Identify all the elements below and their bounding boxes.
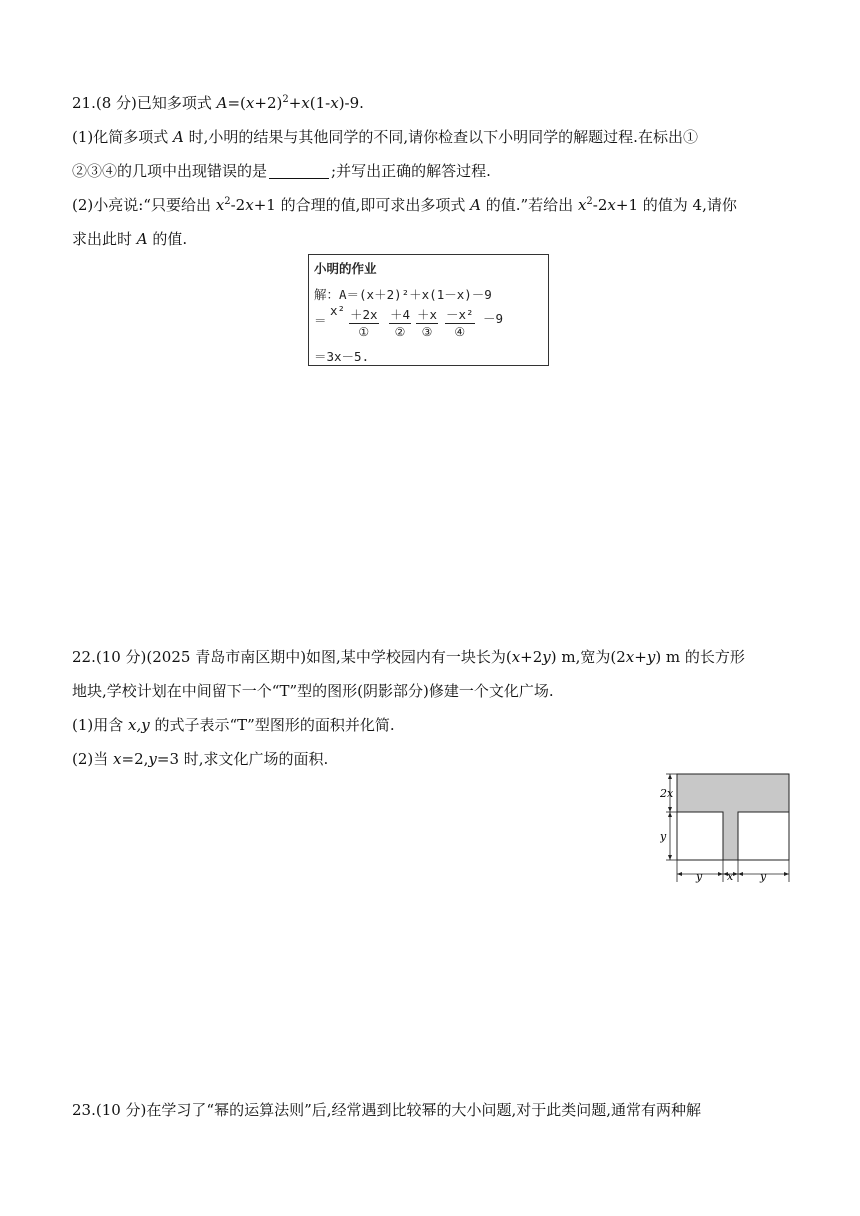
q22-part1: (1)用含 x,y 的式子表示“T”型图形的面积并化简. <box>72 716 395 734</box>
label-2x: 2x <box>660 787 674 800</box>
q22-title: 22.(10 分)(2025 青岛市南区期中)如图,某中学校园内有一块长为(x+2y) m,宽为(2x+y) m 的长方形 <box>72 648 745 666</box>
q22-part2: (2)当 x=2,y=3 时,求文化广场的面积. <box>72 750 329 768</box>
homework-title: 小明的作业 <box>314 261 377 276</box>
t-shape-figure <box>660 772 792 884</box>
label-x-bottom: x <box>727 870 734 883</box>
q22-line2: 地块,学校计划在中间留下一个“T”型的图形(阴影部分)修建一个文化广场. <box>72 682 554 700</box>
q21-part2-line2: 求出此时 A 的值. <box>72 230 188 248</box>
q21-title: 21.(8 分)已知多项式 $A=(x+2)^2+x(1-x)-9$. <box>72 94 364 112</box>
label-y-left: y <box>660 830 667 843</box>
term-1: ＋2x ① <box>350 307 378 339</box>
term-4: －x² ④ <box>446 307 474 339</box>
label-y-bottom-left: y <box>696 870 703 883</box>
term-constant: －9 <box>483 311 504 326</box>
term-3: ＋x ③ <box>417 307 438 339</box>
term-2: ＋4 ② <box>390 307 411 339</box>
homework-equals: ＝ <box>314 313 327 328</box>
left-plot <box>677 812 723 860</box>
homework-box <box>308 254 549 366</box>
label-y-bottom-right: y <box>760 870 767 883</box>
right-plot <box>738 812 789 860</box>
homework-line1: 解：A＝(x＋2)²＋x(1－x)－9 <box>314 287 492 302</box>
q23-title: 23.(10 分)在学习了“幂的运算法则”后,经常遇到比较幂的大小问题,对于此类问题,通常有两种解 <box>72 1101 702 1119</box>
q21-part1-line1: (1)化简多项式 A 时,小明的结果与其他同学的不同,请你检查以下小明同学的解题过程.在标出① <box>72 128 698 146</box>
homework-line3: ＝3x－5. <box>314 349 370 364</box>
q21-part1-line2: ②③④的几项中出现错误的是 ;并写出正确的解答过程. <box>72 162 491 180</box>
answer-blank[interactable] <box>269 164 329 179</box>
term-x-squared: x² <box>330 303 346 318</box>
q21-part2-line1: (2)小亮说:“只要给出 $x^2-2x+1$ 的合理的值,即可求出多项式 A 的值.”若给出 $x^2-2x+1$ 的值为 4,请你 <box>72 196 737 214</box>
